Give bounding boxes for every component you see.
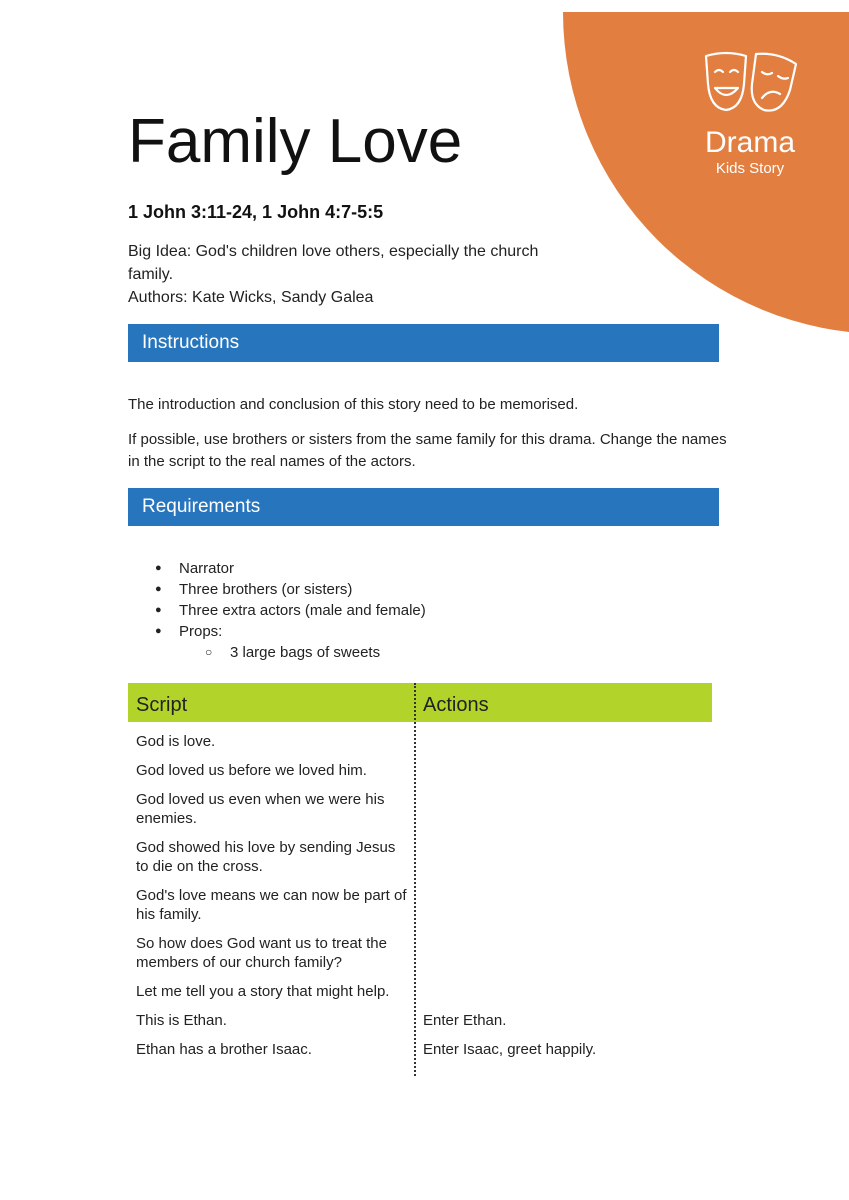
requirements-list [155, 558, 426, 663]
action-cell [415, 976, 712, 1005]
list-item-props [155, 621, 426, 663]
props-list [179, 642, 426, 663]
drama-badge [694, 50, 806, 178]
big-idea: Big Idea: God's children love others, especially the church family. [128, 243, 539, 283]
script-table [128, 683, 712, 1063]
badge-title: Drama [704, 126, 795, 159]
instruction-paragraph-2: If possible, use brothers or sisters from the same family for this drama. Change the names in the script to the real names of the actors. [128, 431, 727, 470]
table-header [128, 683, 712, 722]
column-divider [414, 683, 416, 1076]
badge-subtitle: Kids Story [715, 160, 785, 177]
script-cell: This is Ethan. [136, 1012, 227, 1029]
script-cell: God loved us before we loved him. [136, 762, 367, 779]
table-row [128, 928, 712, 976]
table-row [128, 1005, 712, 1034]
table-row [128, 880, 712, 928]
scripture-reference: 1 John 3:11-24, 1 John 4:7-5:5 [128, 202, 384, 222]
list-item: ● Narrator [155, 558, 426, 579]
script-cell: God loved us even when we were his enemies. [136, 791, 385, 827]
script-cell: Let me tell you a story that might help. [136, 983, 390, 1000]
header-script: Script [136, 694, 188, 716]
action-cell [415, 726, 712, 755]
action-cell [415, 832, 712, 880]
drama-masks-icon [700, 50, 800, 122]
props-label: Props: [179, 623, 223, 640]
instructions-heading: Instructions [128, 324, 719, 362]
table-row [128, 755, 712, 784]
action-cell [415, 755, 712, 784]
action-cell [415, 928, 712, 976]
action-cell: Enter Ethan. [423, 1012, 507, 1029]
action-cell: Enter Isaac, greet happily. [423, 1041, 597, 1058]
page-title: Family Love [128, 107, 463, 176]
script-cell: So how does God want us to treat the members of our church family? [136, 935, 387, 971]
script-cell: God is love. [136, 733, 216, 750]
script-cell: Ethan has a brother Isaac. [136, 1041, 312, 1058]
instruction-paragraph-1: The introduction and conclusion of this story need to be memorised. [128, 396, 579, 413]
list-item: ● Three brothers (or sisters) [155, 579, 426, 600]
script-cell: God showed his love by sending Jesus to die on the cross. [136, 839, 396, 875]
script-cell: God's love means we can now be part of his family. [136, 887, 407, 923]
list-item: ○ 3 large bags of sweets [179, 642, 426, 663]
table-row [128, 832, 712, 880]
requirements-heading: Requirements [128, 488, 719, 526]
authors: Authors: Kate Wicks, Sandy Galea [128, 289, 374, 306]
header-actions: Actions [423, 694, 489, 716]
action-cell [415, 880, 712, 928]
intro-block [128, 240, 548, 309]
table-row [128, 726, 712, 755]
table-row [128, 1034, 712, 1063]
action-cell [415, 784, 712, 832]
list-item: ● Three extra actors (male and female) [155, 600, 426, 621]
table-row [128, 784, 712, 832]
table-row [128, 976, 712, 1005]
